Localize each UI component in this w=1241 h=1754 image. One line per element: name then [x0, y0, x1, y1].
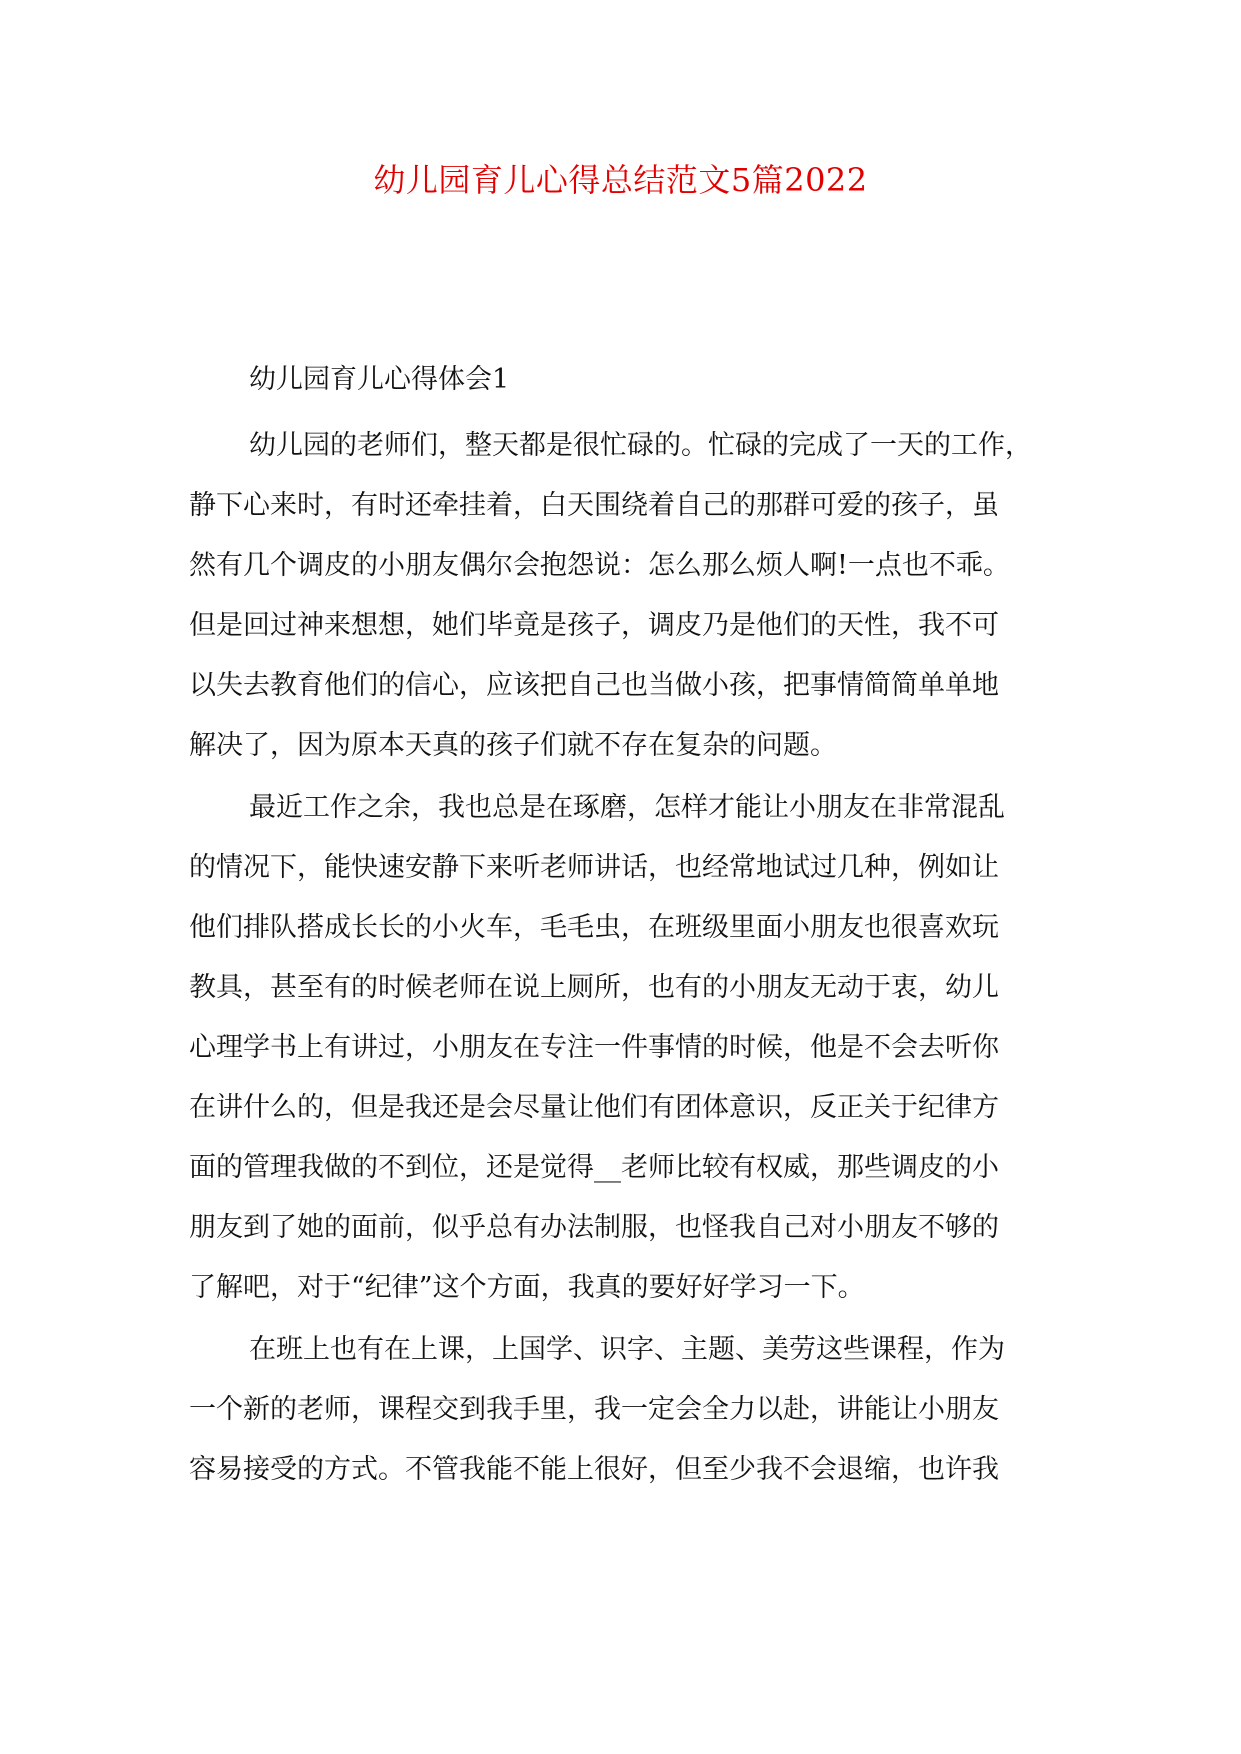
paragraph-line: 解决了，因为原本天真的孩子们就不存在复杂的问题。	[189, 730, 837, 761]
document-title: 幼儿园育儿心得总结范文5篇2022	[373, 161, 868, 199]
paragraph-line: 心理学书上有讲过，小朋友在专注一件事情的时候，他是不会去听你	[189, 1032, 999, 1063]
paragraph-line: 但是回过神来想想，她们毕竟是孩子，调皮乃是他们的天性，我不可	[189, 610, 999, 641]
paragraph-line: 然有几个调皮的小朋友偶尔会抱怨说：怎么那么烦人啊!一点也不乖。	[189, 550, 1010, 581]
paragraph-line: 以失去教育他们的信心，应该把自己也当做小孩，把事情简简单单地	[189, 670, 999, 701]
paragraph-line: 了解吧，对于“纪律”这个方面，我真的要好好学习一下。	[189, 1272, 865, 1303]
paragraph-line: 朋友到了她的面前，似乎总有办法制服，也怪我自己对小朋友不够的	[189, 1212, 999, 1243]
section-heading: 幼儿园育儿心得体会1	[249, 364, 510, 395]
paragraph-line: 容易接受的方式。不管我能不能上很好，但至少我不会退缩，也许我	[189, 1454, 999, 1485]
paragraph-line: 面的管理我做的不到位，还是觉得__老师比较有权威，那些调皮的小	[189, 1152, 999, 1183]
paragraph-line: 他们排队搭成长长的小火车，毛毛虫，在班级里面小朋友也很喜欢玩	[189, 912, 999, 943]
paragraph-line: 在讲什么的，但是我还是会尽量让他们有团体意识，反正关于纪律方	[189, 1092, 999, 1123]
paragraph-line: 的情况下，能快速安静下来听老师讲话，也经常地试过几种，例如让	[189, 852, 999, 883]
paragraph-line: 一个新的老师，课程交到我手里，我一定会全力以赴，讲能让小朋友	[189, 1394, 999, 1425]
paragraph-line: 在班上也有在上课，上国学、识字、主题、美劳这些课程，作为	[249, 1334, 1005, 1365]
paragraph-line: 幼儿园的老师们，整天都是很忙碌的。忙碌的完成了一天的工作，	[249, 430, 1032, 461]
paragraph-line: 静下心来时，有时还牵挂着，白天围绕着自己的那群可爱的孩子，虽	[189, 490, 999, 521]
paragraph-line: 教具，甚至有的时候老师在说上厕所，也有的小朋友无动于衷，幼儿	[189, 972, 999, 1003]
paragraph-line: 最近工作之余，我也总是在琢磨，怎样才能让小朋友在非常混乱	[249, 792, 1005, 823]
